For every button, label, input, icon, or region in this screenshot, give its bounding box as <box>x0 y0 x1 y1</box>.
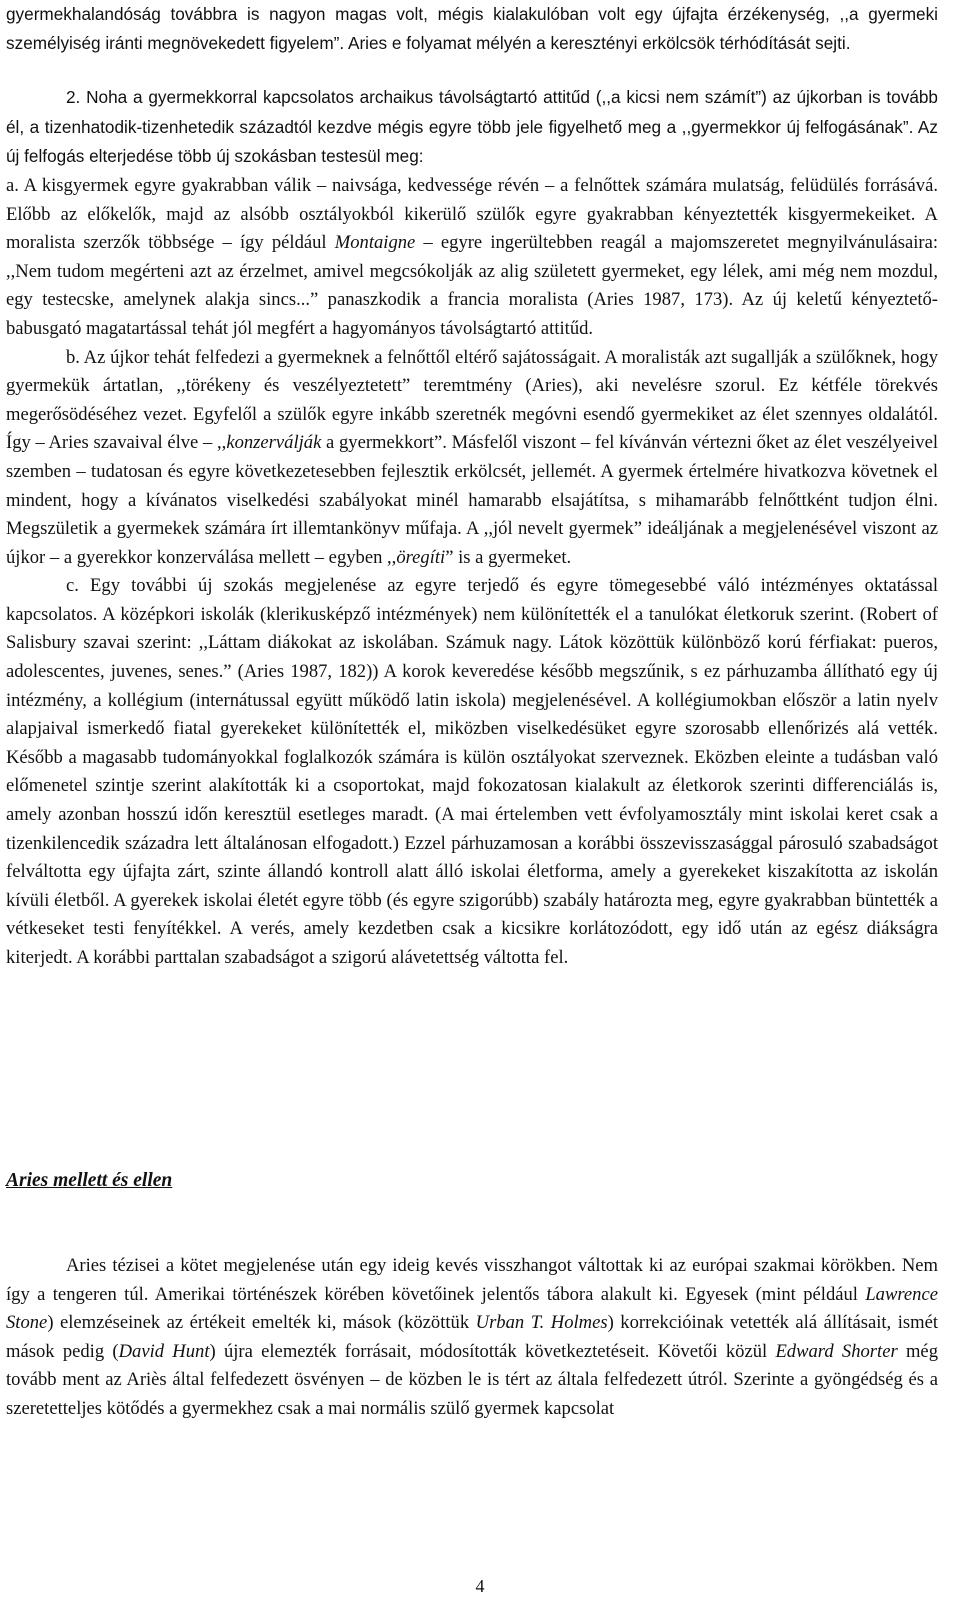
section-2-paragraph <box>6 1252 938 1424</box>
paragraph-b <box>6 344 938 573</box>
paragraph-b-italic-2: öregíti <box>396 546 446 568</box>
section-2-italic-2: Urban T. Holmes <box>475 1312 608 1334</box>
section-2-italic-1: Lawrence Stone <box>6 1283 938 1334</box>
paragraph-gap <box>6 57 938 83</box>
paragraph-2a-italic: Montaigne <box>334 232 416 254</box>
section-2-body <box>6 1252 938 1424</box>
paragraph-2a-rest: – egyre ingerültebben reagál a majomszeretet megnyilvánulásaira: ,,Nem tudom megérteni azt az érzelmet, amivel megcsókolják az alig született gyermeket, egy lélek, ami még nem mozdul, egy testecske, amelynek alakja sincs...” panaszkodik a francia moralista (Aries 1987, 173). Az új keletű kényeztető-babusgató magatartással tehát jól megfért a hagyományos távolságtartó attitűd. <box>6 232 938 339</box>
section-2-text-c: ) korrekcióinak vetették alá állításait, ismét mások pedig ( <box>6 1312 938 1362</box>
paragraph-2 <box>6 83 938 343</box>
paragraph-b-italic-1: konzerválják <box>226 432 322 454</box>
intro-paragraph: gyermekhalandóság továbbra is nagyon magas volt, mégis kialakulóban volt egy újfajta érzékenység, ,,a gyermeki személyiség iránti megnövekedett figyelem”. Aries e folyamat mélyén a keresztényi erkölcsök térhódítását sejti. <box>6 4 938 53</box>
paragraph-2-continued: újkorban is tovább él, a tizenhatodik-tizenhetedik századtól kezdve mégis egyre több jele figyelhető meg a ,,gyermekkor új felfogásának”. Az új felfogás elterjedése több új szokásban testesül meg: <box>6 87 938 167</box>
section-2-text-e: még tovább ment az Ariès által felfedezett ösvényen – de közben le is tért az általa felfedezett útról. Szerinte a gyöngédség és a szeretetteljes kötődés a gyermekhez csak a mai normális szülő gyermek kapcsolat <box>6 1340 938 1419</box>
section-heading: Aries mellett és ellen <box>6 1170 173 1191</box>
section-2-text-b: ) elemzéseinek az értékeit emelték ki, mások (közöttük <box>47 1312 476 1334</box>
section-2-italic-3: David Hunt <box>118 1340 210 1362</box>
paragraph-2a-text: a. A kisgyermek egyre gyakrabban válik – naivsága, kedvessége révén – a felnőttek számára mulatság, felüdülés forrásává. Előbb az előkelők, majd az alsóbb osztályokból kikerülő szülők egyre gyakrabban kényeztették kisgyermekeiket. A moralista szerzők többsége – így például <box>6 174 938 254</box>
paragraph-b-text: b. Az újkor tehát felfedezi a gyermeknek a felnőttől eltérő sajátosságait. A moralisták azt sugallják a szülőknek, hogy gyermekük ártatlan, ,,törékeny és veszélyeztetett” teremtmény (Aries), aki nevelésre szorul. Ez kétféle törekvés megerősödéséhez vezet. Egyfelől a szülők egyre inkább szeretnék megóvni esendő gyermekiket az élet szennyes oldalától. Így – Aries szavaival élve – ,, <box>6 346 938 454</box>
paragraph-b-text-2: a gyermekkort”. Másfelől viszont – fel kívánván vértezni őket az élet veszélyeivel szemben – tudatosan és egyre következetesebben fejlesztik erkölcsét, jellemét. A gyermek értelmére hivatkozva követnek el mindent, hogy a kívánatos viselkedési szabályokat minél hamarabb elsajátítsa, s mihamarább felnőttként tudjon élni. Megszületik a gyermekek számára írt illemtankönyv műfaja. A ,,jól nevelt gyermek” ideáljának a megjelenésével viszont az újkor – a gyerekkor konzerválása mellett – egyben ,, <box>6 432 938 568</box>
section-2-text-a: Aries tézisei a kötet megjelenése után egy ideig kevés visszhangot váltottak ki az európai szakmai körökben. Nem így a tengeren túl. Amerikai történészek körében követőinek jelentős tábora alakult ki. Egyesek (mint például <box>6 1255 938 1305</box>
page-number: 4 <box>475 1576 485 1596</box>
section-2-italic-4: Edward Shorter <box>775 1340 898 1362</box>
paragraph-c: c. Egy további új szokás megjelenése az egyre terjedő és egyre tömegesebbé váló intézményes oktatással kapcsolatos. A középkori iskolák (klerikusképző intézmények) nem különítették el a tanulókat életkoruk szerint. (Robert of Salisbury szavai szerint: ,,Láttam diákokat az iskolában. Számuk nagy. Látok közöttük különböző korú férfiakat: pueros, adolescentes, juvenes, senes.” (Aries 1987, 182)) A korok keveredése később megszűnik, s ez párhuzamba állítható egy új intézmény, a kollégium (internátussal együtt működő latin iskola) megjelenésével. A kollégiumokban először a latin nyelv alapjaival ismerkedő fiatal gyerekeket különítették el, miközben viselkedésüket egyre szorosabb ellenőrizés alá vették. Később a magasabb tudományokkal foglalkozók számára is külön osztályokat szerveznek. Eközben eleinte a tudásban való előmenetel szintje szerint alakították ki a csoportokat, majd fokozatosan kialakult az életkorok szerinti differenciálás is, amely azonban hosszú időn keresztül esetleges maradt. (A mai értelemben vett évfolyamosztály mint iskolai keret csak a tizenkilencedik századra lett általánosan elfogadott.) Ezzel párhuzamosan a korábbi összevisszasággal párosuló szabadságot felváltotta egy újfajta zárt, szinte állandó kontroll alatt álló iskolai életforma, amely a gyerekeket kiszakította az iskolán kívüli életből. A gyerekek iskolai életét egyre több (és egyre szigorúbb) szabály határozta meg, egyre gyakrabban büntették a vétkeseket testi fenyítékkel. A verés, amely kezdetben csak a kicsikre korlátozódott, egy idő után az egész diákságra kiterjedt. A korábbi parttalan szabadságot a szigorú alávetettség váltotta fel. <box>6 575 938 968</box>
section-2-text-d: ) újra elemezték forrásait, módosították következtetéseit. Követői közül <box>209 1340 776 1362</box>
paragraph-b-text-3: ” is a gyermeket. <box>445 546 572 568</box>
document-body <box>6 0 938 973</box>
paragraph-2-first-line: 2. Noha a gyermekkorral kapcsolatos archaikus távolságtartó attitűd (,,a kicsi nem számít”) az <box>66 87 791 108</box>
